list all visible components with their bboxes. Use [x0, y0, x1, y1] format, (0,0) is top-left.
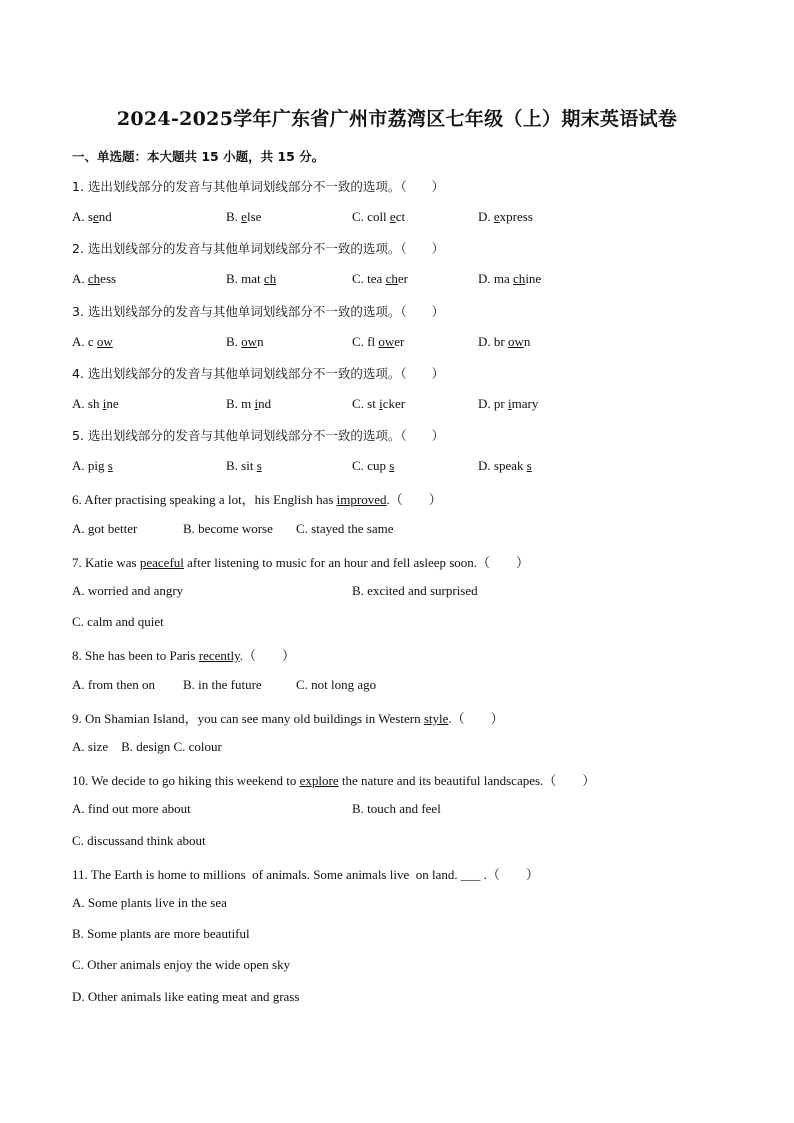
underlined-word: improved — [336, 492, 387, 507]
option-8b[interactable]: B. in the future — [183, 677, 262, 692]
option-11b[interactable]: B. Some plants are more beautiful — [72, 926, 250, 941]
option-2c[interactable]: C. tea cher — [352, 271, 408, 287]
option-8a[interactable]: A. from then on — [72, 677, 156, 692]
option-10a[interactable]: A. find out more about — [72, 801, 191, 816]
underlined-word: explore — [299, 773, 339, 788]
underlined-letters: i — [379, 395, 383, 411]
option-1b[interactable]: B. else — [226, 209, 262, 224]
question-11: 11. The Earth is home to millions of animals. Some animals live on land. ___ .（ ） — [72, 867, 539, 882]
option-3a[interactable]: A. c ow — [72, 333, 113, 349]
option-4d[interactable]: D. pr imary — [478, 395, 539, 411]
underlined-letters: ow — [507, 333, 524, 349]
underlined-letters: ow — [241, 333, 258, 349]
underlined-word: peaceful — [139, 555, 184, 570]
option-2d[interactable]: D. ma chine — [478, 271, 542, 287]
section-heading: 一、单选题：本大题共 15 小题，共 15 分。 — [72, 149, 325, 164]
underlined-letters: s — [107, 458, 113, 474]
question-10: 10. We decide to go hiking this weekend to explore the nature and its beautiful landscapes.（ ） — [72, 773, 596, 788]
underlined-word: recently — [198, 648, 240, 663]
question-7: 7. Katie was peaceful after listening to music for an hour and fell asleep soon.（ ） — [72, 555, 530, 570]
underlined-letters: s — [256, 458, 262, 474]
option-2b[interactable]: B. mat ch — [226, 271, 277, 287]
underlined-letters: s — [389, 458, 395, 474]
option-6a[interactable]: A. got better — [72, 521, 138, 536]
underlined-letters: ch — [513, 271, 526, 287]
option-10b[interactable]: B. touch and feel — [352, 801, 441, 816]
option-8c[interactable]: C. not long ago — [296, 677, 377, 692]
underlined-letters: i — [254, 395, 259, 411]
option-6b[interactable]: B. become worse — [183, 521, 273, 536]
option-7b[interactable]: B. excited and surprised — [352, 583, 478, 598]
option-3d[interactable]: D. br own — [478, 333, 531, 349]
underlined-letters: i — [507, 395, 512, 411]
underlined-letters: ch — [87, 271, 101, 287]
option-5d[interactable]: D. speak s — [478, 458, 532, 474]
option-5c[interactable]: C. cup s — [352, 458, 395, 474]
question-1: 1. 选出划线部分的发音与其他单词划线部分不一致的选项。（ ） — [72, 179, 445, 194]
option-11d[interactable]: D. Other animals like eating meat and grass — [72, 989, 300, 1004]
option-5a[interactable]: A. pig s — [72, 458, 113, 474]
option-10c[interactable]: C. discussand think about — [72, 833, 206, 848]
underlined-letters: i — [102, 395, 107, 411]
option-1a[interactable]: A. send — [72, 209, 112, 224]
option-7a[interactable]: A. worried and angry — [72, 583, 184, 598]
underlined-letters: e — [493, 209, 500, 224]
question-9: 9. On Shamian Island，you can see many old buildings in Western style.（ ） — [72, 711, 504, 726]
option-2a[interactable]: A. chess — [72, 271, 117, 287]
underlined-letters: ch — [263, 271, 277, 287]
option-11a[interactable]: A. Some plants live in the sea — [72, 895, 227, 910]
options-9[interactable]: A. size B. design C. colour — [72, 739, 222, 754]
underlined-letters: e — [241, 209, 247, 224]
option-3b[interactable]: B. own — [226, 333, 264, 349]
question-3: 3. 选出划线部分的发音与其他单词划线部分不一致的选项。（ ） — [72, 303, 445, 319]
underlined-letters: ch — [385, 271, 398, 287]
underlined-letters: e — [92, 209, 99, 224]
option-1d[interactable]: D. express — [478, 209, 533, 224]
option-6c[interactable]: C. stayed the same — [296, 521, 394, 536]
question-6: 6. After practising speaking a lot，his English has improved.（ ） — [72, 492, 442, 507]
underlined-letters: ow — [378, 333, 395, 349]
question-8: 8. She has been to Paris recently.（ ） — [72, 648, 296, 663]
underlined-letters: s — [526, 458, 532, 474]
underlined-letters: e — [389, 209, 396, 224]
option-4a[interactable]: A. sh ine — [72, 395, 119, 411]
underlined-letters: ow — [96, 333, 113, 349]
question-5: 5. 选出划线部分的发音与其他单词划线部分不一致的选项。（ ） — [72, 428, 445, 444]
underlined-word: style — [423, 711, 449, 726]
option-3c[interactable]: C. fl ower — [352, 333, 405, 349]
option-4c[interactable]: C. st icker — [352, 395, 406, 411]
question-2: 2. 选出划线部分的发音与其他单词划线部分不一致的选项。（ ） — [72, 241, 445, 257]
option-7c[interactable]: C. calm and quiet — [72, 614, 164, 629]
option-11c[interactable]: C. Other animals enjoy the wide open sky — [72, 957, 291, 972]
option-5b[interactable]: B. sit s — [226, 458, 262, 474]
page-title: 2024-2025学年广东省广州市荔湾区七年级（上）期末英语试卷 — [116, 108, 678, 130]
option-4b[interactable]: B. m ind — [226, 395, 272, 411]
question-4: 4. 选出划线部分的发音与其他单词划线部分不一致的选项。（ ） — [72, 365, 445, 381]
option-1c[interactable]: C. coll ect — [352, 209, 406, 224]
